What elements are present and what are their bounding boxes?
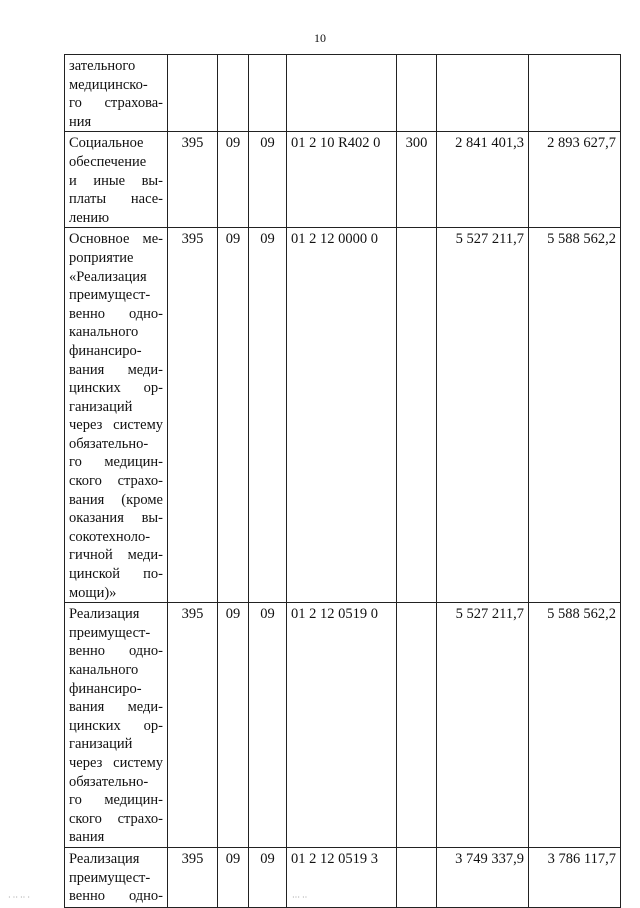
name-line: оказания вы- (69, 510, 163, 527)
name-line: го страхова- (69, 95, 163, 112)
cell-section (218, 55, 249, 132)
name-line: медицинско- (69, 76, 148, 93)
table-row (65, 228, 621, 603)
cell-section: 09 (218, 847, 249, 907)
cell-section: 09 (218, 132, 249, 228)
cell-section: 09 (218, 228, 249, 603)
name-line: платы насе- (69, 191, 163, 208)
name-line: через систему (69, 417, 163, 434)
table-row (65, 132, 621, 228)
name-line: ганизаций (69, 398, 133, 415)
table-row (65, 603, 621, 848)
scan-artifact: · ·· ·· · (8, 893, 30, 902)
cell-amount-2: 5 588 562,2 (529, 603, 621, 848)
cell-target-code: 01 2 10 R402 0 (287, 132, 397, 228)
name-line: го медицин- (69, 454, 163, 471)
name-line: канального (69, 662, 139, 678)
cell-admin: 395 (168, 603, 218, 848)
cell-subsection: 09 (249, 603, 287, 848)
name-line: венно одно- (69, 888, 163, 905)
name-line: венно одно- (69, 643, 163, 660)
name-line: цинских ор- (69, 717, 163, 734)
cell-admin: 395 (168, 132, 218, 228)
name-line: вания меди- (69, 361, 163, 378)
name-line: обеспечение (69, 153, 147, 170)
cell-admin: 395 (168, 228, 218, 603)
scan-artifact: ··· ·· (292, 893, 308, 902)
cell-expense-type (397, 847, 437, 907)
cell-amount-1 (437, 55, 529, 132)
cell-admin: 395 (168, 847, 218, 907)
name-line: вания (69, 829, 105, 846)
cell-name (65, 228, 168, 603)
name-line: ганизаций (69, 736, 133, 753)
name-line: «Реализация (69, 268, 147, 285)
cell-amount-1: 5 527 211,7 (437, 228, 529, 603)
name-line: вания меди- (69, 699, 163, 716)
cell-target-code: 01 2 12 0519 3 (287, 847, 397, 907)
cell-subsection: 09 (249, 847, 287, 907)
cell-target-code (287, 55, 397, 132)
cell-amount-2 (529, 55, 621, 132)
name-line: лению (69, 209, 110, 226)
name-line: го медицин- (69, 792, 163, 809)
name-line: Реализация (69, 606, 140, 623)
name-line: и иные вы- (69, 172, 163, 189)
name-line: цинских ор- (69, 380, 163, 397)
cell-name (65, 847, 168, 907)
cell-expense-type (397, 55, 437, 132)
cell-expense-type (397, 228, 437, 603)
name-line: преимущест- (69, 624, 151, 641)
cell-name (65, 55, 168, 132)
cell-name (65, 603, 168, 848)
name-line: через систему (69, 754, 163, 771)
cell-subsection: 09 (249, 228, 287, 603)
name-line: финансиро- (69, 680, 142, 697)
cell-amount-1: 5 527 211,7 (437, 603, 529, 848)
name-line: цинской по- (69, 566, 163, 583)
cell-expense-type (397, 603, 437, 848)
name-line: роприятие (69, 249, 134, 266)
name-line: вания (кроме (69, 491, 163, 508)
cell-amount-2: 3 786 117,7 (529, 847, 621, 907)
name-line: канального (69, 324, 139, 341)
name-line: зательного (69, 58, 136, 74)
budget-table (64, 54, 621, 908)
name-line: обязательно- (69, 435, 149, 452)
cell-section: 09 (218, 603, 249, 848)
name-line: Реализация (69, 850, 140, 867)
cell-amount-2: 2 893 627,7 (529, 132, 621, 228)
name-line: ского страхо- (69, 473, 163, 490)
name-line: ского страхо- (69, 810, 163, 827)
name-line: финансиро- (69, 342, 142, 359)
cell-target-code: 01 2 12 0000 0 (287, 228, 397, 603)
name-line: преимущест- (69, 869, 151, 886)
name-line: сокотехноло- (69, 528, 151, 545)
cell-amount-1: 3 749 337,9 (437, 847, 529, 907)
name-line: гичной меди- (69, 547, 163, 564)
name-line: венно одно- (69, 305, 163, 322)
cell-name (65, 132, 168, 228)
name-line: обязательно- (69, 773, 149, 790)
name-line: Основное ме- (69, 231, 163, 248)
cell-admin (168, 55, 218, 132)
table-row (65, 847, 621, 907)
name-line: мощи)» (69, 584, 117, 601)
cell-amount-2: 5 588 562,2 (529, 228, 621, 603)
page-number: 10 (314, 31, 326, 45)
cell-subsection: 09 (249, 132, 287, 228)
name-line: ния (69, 113, 92, 130)
cell-target-code: 01 2 12 0519 0 (287, 603, 397, 848)
name-line: преимущест- (69, 287, 151, 304)
table-row (65, 55, 621, 132)
cell-subsection (249, 55, 287, 132)
name-line: Социальное (69, 135, 144, 152)
cell-amount-1: 2 841 401,3 (437, 132, 529, 228)
cell-expense-type: 300 (397, 132, 437, 228)
